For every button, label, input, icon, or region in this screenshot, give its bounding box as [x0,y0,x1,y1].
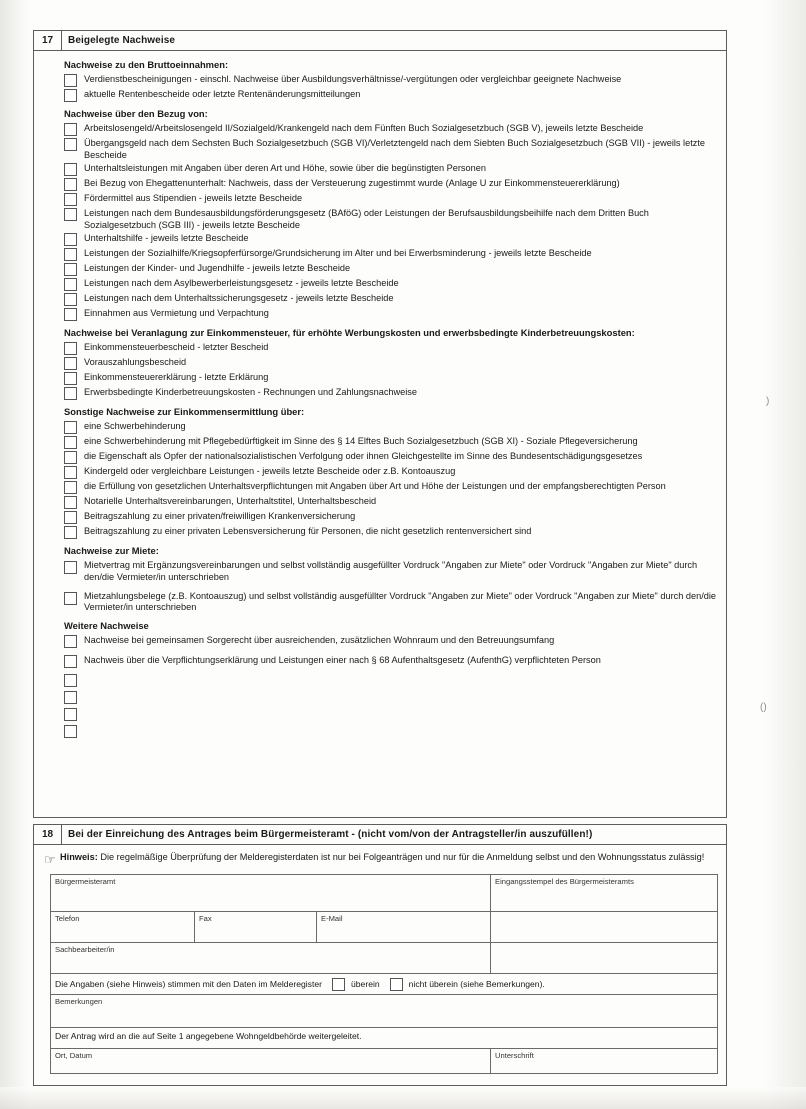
checkbox-label: Kindergeld oder vergleichbare Leistungen - jeweils letzte Bescheide oder z.B. Kontoauszug [84,466,456,477]
checkbox-row[interactable] [42,450,718,464]
field-label: Unterschrift [495,1051,534,1060]
checkbox-label: Nachweis über die Verpflichtungserklärung und Leistungen einer nach § 68 Aufenthaltsgesetz (AufenthG) verpflichteten Person [84,654,601,665]
group-heading-bezug-von: Nachweise über den Bezug von: [64,108,208,119]
field-label: Bemerkungen [55,997,103,1006]
stempel-area-upper [491,912,717,942]
checkbox[interactable] [64,708,77,721]
checkbox-row[interactable] [42,420,718,434]
field-label: E-Mail [321,914,343,923]
checkbox-uebereinstimmung-ja[interactable] [332,978,345,991]
checkbox[interactable] [64,248,77,261]
checkbox[interactable] [64,655,77,668]
field-unterschrift[interactable] [491,1049,717,1073]
checkbox-row[interactable] [42,465,718,479]
field-value[interactable] [321,923,486,933]
checkbox-label: eine Schwerbehinderung [84,421,186,432]
checkbox-row[interactable] [42,386,718,400]
field-buergermeisteramt[interactable] [51,875,491,911]
checkbox-row[interactable] [42,590,718,614]
declaration-text: Die Angaben (siehe Hinweis) stimmen mit den Daten im Melderegister [55,979,322,989]
field-label: Bürgermeisteramt [55,877,116,886]
section-17-header [34,31,726,51]
hinweis-label: Hinweis: [60,852,98,862]
checkbox[interactable] [64,263,77,276]
checkbox[interactable] [64,674,77,687]
checkbox[interactable] [64,178,77,191]
field-ort-datum[interactable] [51,1049,491,1073]
checkbox-label: Unterhaltshilfe - jeweils letzte Bescheide [84,233,249,244]
scan-edge-right [764,0,806,1109]
section-18-title: Bei der Einreichung des Antrages beim Bürgermeisteramt - (nicht vom/von der Antragsteller/in auszufüllen!) [68,829,593,840]
checkbox[interactable] [64,511,77,524]
checkbox-label: Leistungen der Sozialhilfe/Kriegsopferfürsorge/Grundsicherung im Alter und bei Erwerbsminderung - jeweils letzte Bescheide [84,248,592,259]
checkbox-uebereinstimmung-nein[interactable] [390,978,403,991]
checkbox[interactable] [64,163,77,176]
checkbox[interactable] [64,342,77,355]
checkbox-row[interactable] [42,177,718,191]
checkbox-row[interactable] [42,247,718,261]
checkbox[interactable] [64,526,77,539]
checkbox-row[interactable] [42,262,718,276]
checkbox[interactable] [64,372,77,385]
section-17-body [34,51,726,746]
checkbox-row[interactable] [42,192,718,206]
checkbox[interactable] [64,481,77,494]
checkbox-label: Leistungen nach dem Asylbewerberleistungsgesetz - jeweils letzte Bescheide [84,278,399,289]
checkbox-label: Bei Bezug von Ehegattenunterhalt: Nachweis, dass der Versteuerung zugestimmt wurde (Anlage U zur Einkommensteuererklärung) [84,178,620,189]
group-heading-einkommensteuer: Nachweise bei Veranlagung zur Einkommensteuer, für erhöhte Werbungskosten und erwerbsbedingte Kinderbetreuungskosten: [64,327,635,339]
checkbox-row[interactable] [42,73,718,87]
field-label: Sachbearbeiter/in [55,945,115,954]
checkbox[interactable] [64,308,77,321]
section-einreichung-buergermeisteramt [33,824,727,1086]
checkbox[interactable] [64,421,77,434]
checkbox-row[interactable] [42,480,718,494]
checkbox[interactable] [64,89,77,102]
weiterleitung-note [51,1028,717,1048]
checkbox-row[interactable] [42,634,718,648]
field-telefon[interactable] [51,912,195,942]
group-heading-bruttoeinnahmen: Nachweise zu den Bruttoeinnahmen: [64,59,229,70]
hinweis-text-wrapper [60,851,716,863]
field-bemerkungen[interactable] [51,995,717,1027]
checkbox-label: eine Schwerbehinderung mit Pflegebedürftigkeit im Sinne des § 14 Elftes Buch Sozialgesetzbuch (SGB XI) - Soziale Pflegeversicherung [84,436,638,447]
checkbox-label: die Erfüllung von gesetzlichen Unterhaltsverpflichtungen mit Angaben über Art und Höhe der Leistungen und der empfangsberechtigten Person [84,481,666,492]
checkbox[interactable] [64,193,77,206]
checkbox[interactable] [64,635,77,648]
scan-edge-bottom [0,1087,806,1109]
checkbox[interactable] [64,233,77,246]
form-row-sachbearbeiter [51,943,717,974]
checkbox[interactable] [64,451,77,464]
checkbox-row[interactable] [42,88,718,102]
checkbox[interactable] [64,278,77,291]
field-value[interactable] [55,886,486,896]
checkbox[interactable] [64,357,77,370]
checkbox-row[interactable] [42,232,718,246]
checkbox-label: Einkommensteuererklärung - letzte Erklärung [84,372,269,383]
field-value[interactable] [55,954,486,964]
section-17-title: Beigelegte Nachweise [68,35,176,46]
checkbox[interactable] [64,387,77,400]
checkbox-label: Verdienstbescheinigungen - einschl. Nachweise über Ausbildungsverhältnisse/-vergütungen oder vergleichbar geeignete Nachweise [84,74,622,84]
checkbox[interactable] [64,725,77,738]
field-value[interactable] [495,886,713,896]
checkbox[interactable] [64,561,77,574]
melderegister-declaration [51,974,717,994]
checkbox-row[interactable] [42,307,718,321]
checkbox-label: Einkommensteuerbescheid - letzter Bescheid [84,342,269,353]
checkbox-label: Notarielle Unterhaltsvereinbarungen, Unterhaltstitel, Unterhaltsbescheid [84,496,377,507]
checkbox-row[interactable] [42,277,718,291]
form-row-kontakt [51,912,717,943]
checkbox-row[interactable] [42,510,718,524]
hinweis-text: Die regelmäßige Überprüfung der Melderegisterdaten ist nur bei Folgeanträgen und nur für die Anmeldung selbst und den Wohnungsstatus zulässig! [97,852,705,862]
scan-artifact-mark: ) [766,396,770,407]
checkbox-label: Arbeitslosengeld/Arbeitslosengeld II/Sozialgeld/Krankengeld nach dem Fünften Buch Sozialgesetzbuch (SGB V), jeweils letzte Bescheide [84,123,644,133]
field-value[interactable] [55,923,190,933]
checkbox-row[interactable] [42,559,718,583]
group-heading-miete: Nachweise zur Miete: [64,545,159,557]
checkbox-label: Einnahmen aus Vermietung und Verpachtung [84,308,269,319]
form-row-unterschrift [51,1049,717,1074]
field-value[interactable] [55,1006,713,1016]
checkbox-row[interactable] [42,162,718,176]
checkbox[interactable] [64,293,77,306]
field-value[interactable] [199,923,312,933]
checkbox[interactable] [64,436,77,449]
checkbox-row[interactable] [42,122,718,136]
field-label: Fax [199,914,212,923]
group-heading-sonstige-nachweise: Sonstige Nachweise zur Einkommensermittlung über: [64,406,305,418]
checkbox-label: Beitragszahlung zu einer privaten/freiwilligen Krankenversicherung [84,511,356,522]
checkbox[interactable] [64,138,77,151]
checkbox[interactable] [64,691,77,704]
checkbox-row[interactable] [42,207,718,231]
field-label: Ort, Datum [55,1051,93,1060]
form-row-bemerkungen [51,995,717,1028]
field-fax[interactable] [195,912,317,942]
weiterleitung-text: Der Antrag wird an die auf Seite 1 angegebene Wohngeldbehörde weitergeleitet. [55,1031,362,1041]
checkbox-label: Leistungen nach dem Unterhaltssicherungsgesetz - jeweils letzte Bescheide [84,293,394,304]
form-row-melderegister [51,974,717,995]
section-18-header [34,825,726,845]
checkbox[interactable] [64,74,77,87]
checkbox-row[interactable] [42,137,718,161]
field-label: Eingangsstempel des Bürgermeisteramts [495,877,634,886]
stempel-area-lower [491,943,717,973]
checkbox-row[interactable] [42,356,718,370]
empty-checkbox-rows [42,674,718,738]
checkbox-label: Übergangsgeld nach dem Sechsten Buch Sozialgesetzbuch (SGB VI)/Verletztengeld nach dem Siebten Buch Sozialgesetzbuch (SGB VII) - jeweils letzte Bescheide [84,138,706,160]
buergermeisteramt-form [50,874,718,1074]
form-row-weiterleitung [51,1028,717,1049]
section-18-number: 18 [34,825,62,844]
checkbox[interactable] [64,592,77,605]
checkbox-row[interactable] [42,371,718,385]
checkbox-label: Mietvertrag mit Ergänzungsvereinbarungen und selbst vollständig ausgefüllter Vordruck "Angaben zur Miete" oder Vordruck "Angaben zur Miete" durch den/die Vermieter/in unterschrieben [84,560,698,582]
checkbox-row[interactable] [42,654,718,668]
checkbox-row[interactable] [42,292,718,306]
declaration-row [51,974,717,994]
section-beigelegte-nachweise [33,30,727,818]
checkbox-label: Mietzahlungsbelege (z.B. Kontoauszug) und selbst vollständig ausgefüllter Vordruck "Angaben zur Miete" oder Vordruck "Angaben zur Miete" durch den/die Vermieter/in unterschrieben [84,590,717,613]
checkbox-label: Beitragszahlung zu einer privaten Lebensversicherung für Personen, die nicht gesetzlich rentenversichert sind [84,526,532,537]
checkbox-label: Nachweise bei gemeinsamen Sorgerecht über ausreichenden, zusätzlichen Wohnraum und den Betreuungsumfang [84,634,555,645]
field-email[interactable] [317,912,491,942]
field-label: Telefon [55,914,80,923]
checkbox-label: Erwerbsbedingte Kinderbetreuungskosten - Rechnungen und Zahlungsnachweise [84,387,418,398]
checkbox-row[interactable] [42,435,718,449]
section-17-number: 17 [34,31,62,50]
checkbox-label: die Eigenschaft als Opfer der nationalsozialistischen Verfolgung oder ihnen Gleichgestellte im Sinne des Bundesentschädigungsgesetzes [84,451,643,462]
field-sachbearbeiter[interactable] [51,943,491,973]
scan-edge-left [0,0,30,1109]
checkbox[interactable] [64,496,77,509]
hinweis-block [34,845,726,872]
checkbox-label: Fördermittel aus Stipendien - jeweils letzte Bescheide [84,193,303,204]
checkbox-label: Unterhaltsleistungen mit Angaben über deren Art und Höhe, sowie über die begünstigten Personen [84,163,486,174]
checkbox-label: Leistungen der Kinder- und Jugendhilfe - jeweils letzte Bescheide [84,263,351,274]
declaration-option-1: überein [351,979,380,989]
scan-artifact-mark-2: () [760,702,767,713]
declaration-option-2: nicht überein (siehe Bemerkungen). [408,979,545,989]
group-heading-weitere-nachweise: Weitere Nachweise [64,619,149,631]
checkbox-row[interactable] [42,341,718,355]
checkbox[interactable] [64,466,77,479]
checkbox-label: Vorauszahlungsbescheid [84,357,187,368]
form-row-amt [51,875,717,912]
checkbox-row[interactable] [42,525,718,539]
checkbox-label: Leistungen nach dem Bundesausbildungsförderungsgesetz (BAföG) oder Leistungen der Berufsausbildungsbeihilfe nach dem Dritten Buch Sozialgesetzbuch (SGB III) - jeweils letzte Bescheide [84,208,649,230]
checkbox[interactable] [64,123,77,136]
pointing-hand-icon: ☞ [44,852,56,867]
checkbox-row[interactable] [42,495,718,509]
checkbox[interactable] [64,208,77,221]
checkbox-label: aktuelle Rentenbescheide oder letzte Rentenänderungsmitteilungen [84,89,361,99]
field-eingangsstempel[interactable] [491,875,717,911]
